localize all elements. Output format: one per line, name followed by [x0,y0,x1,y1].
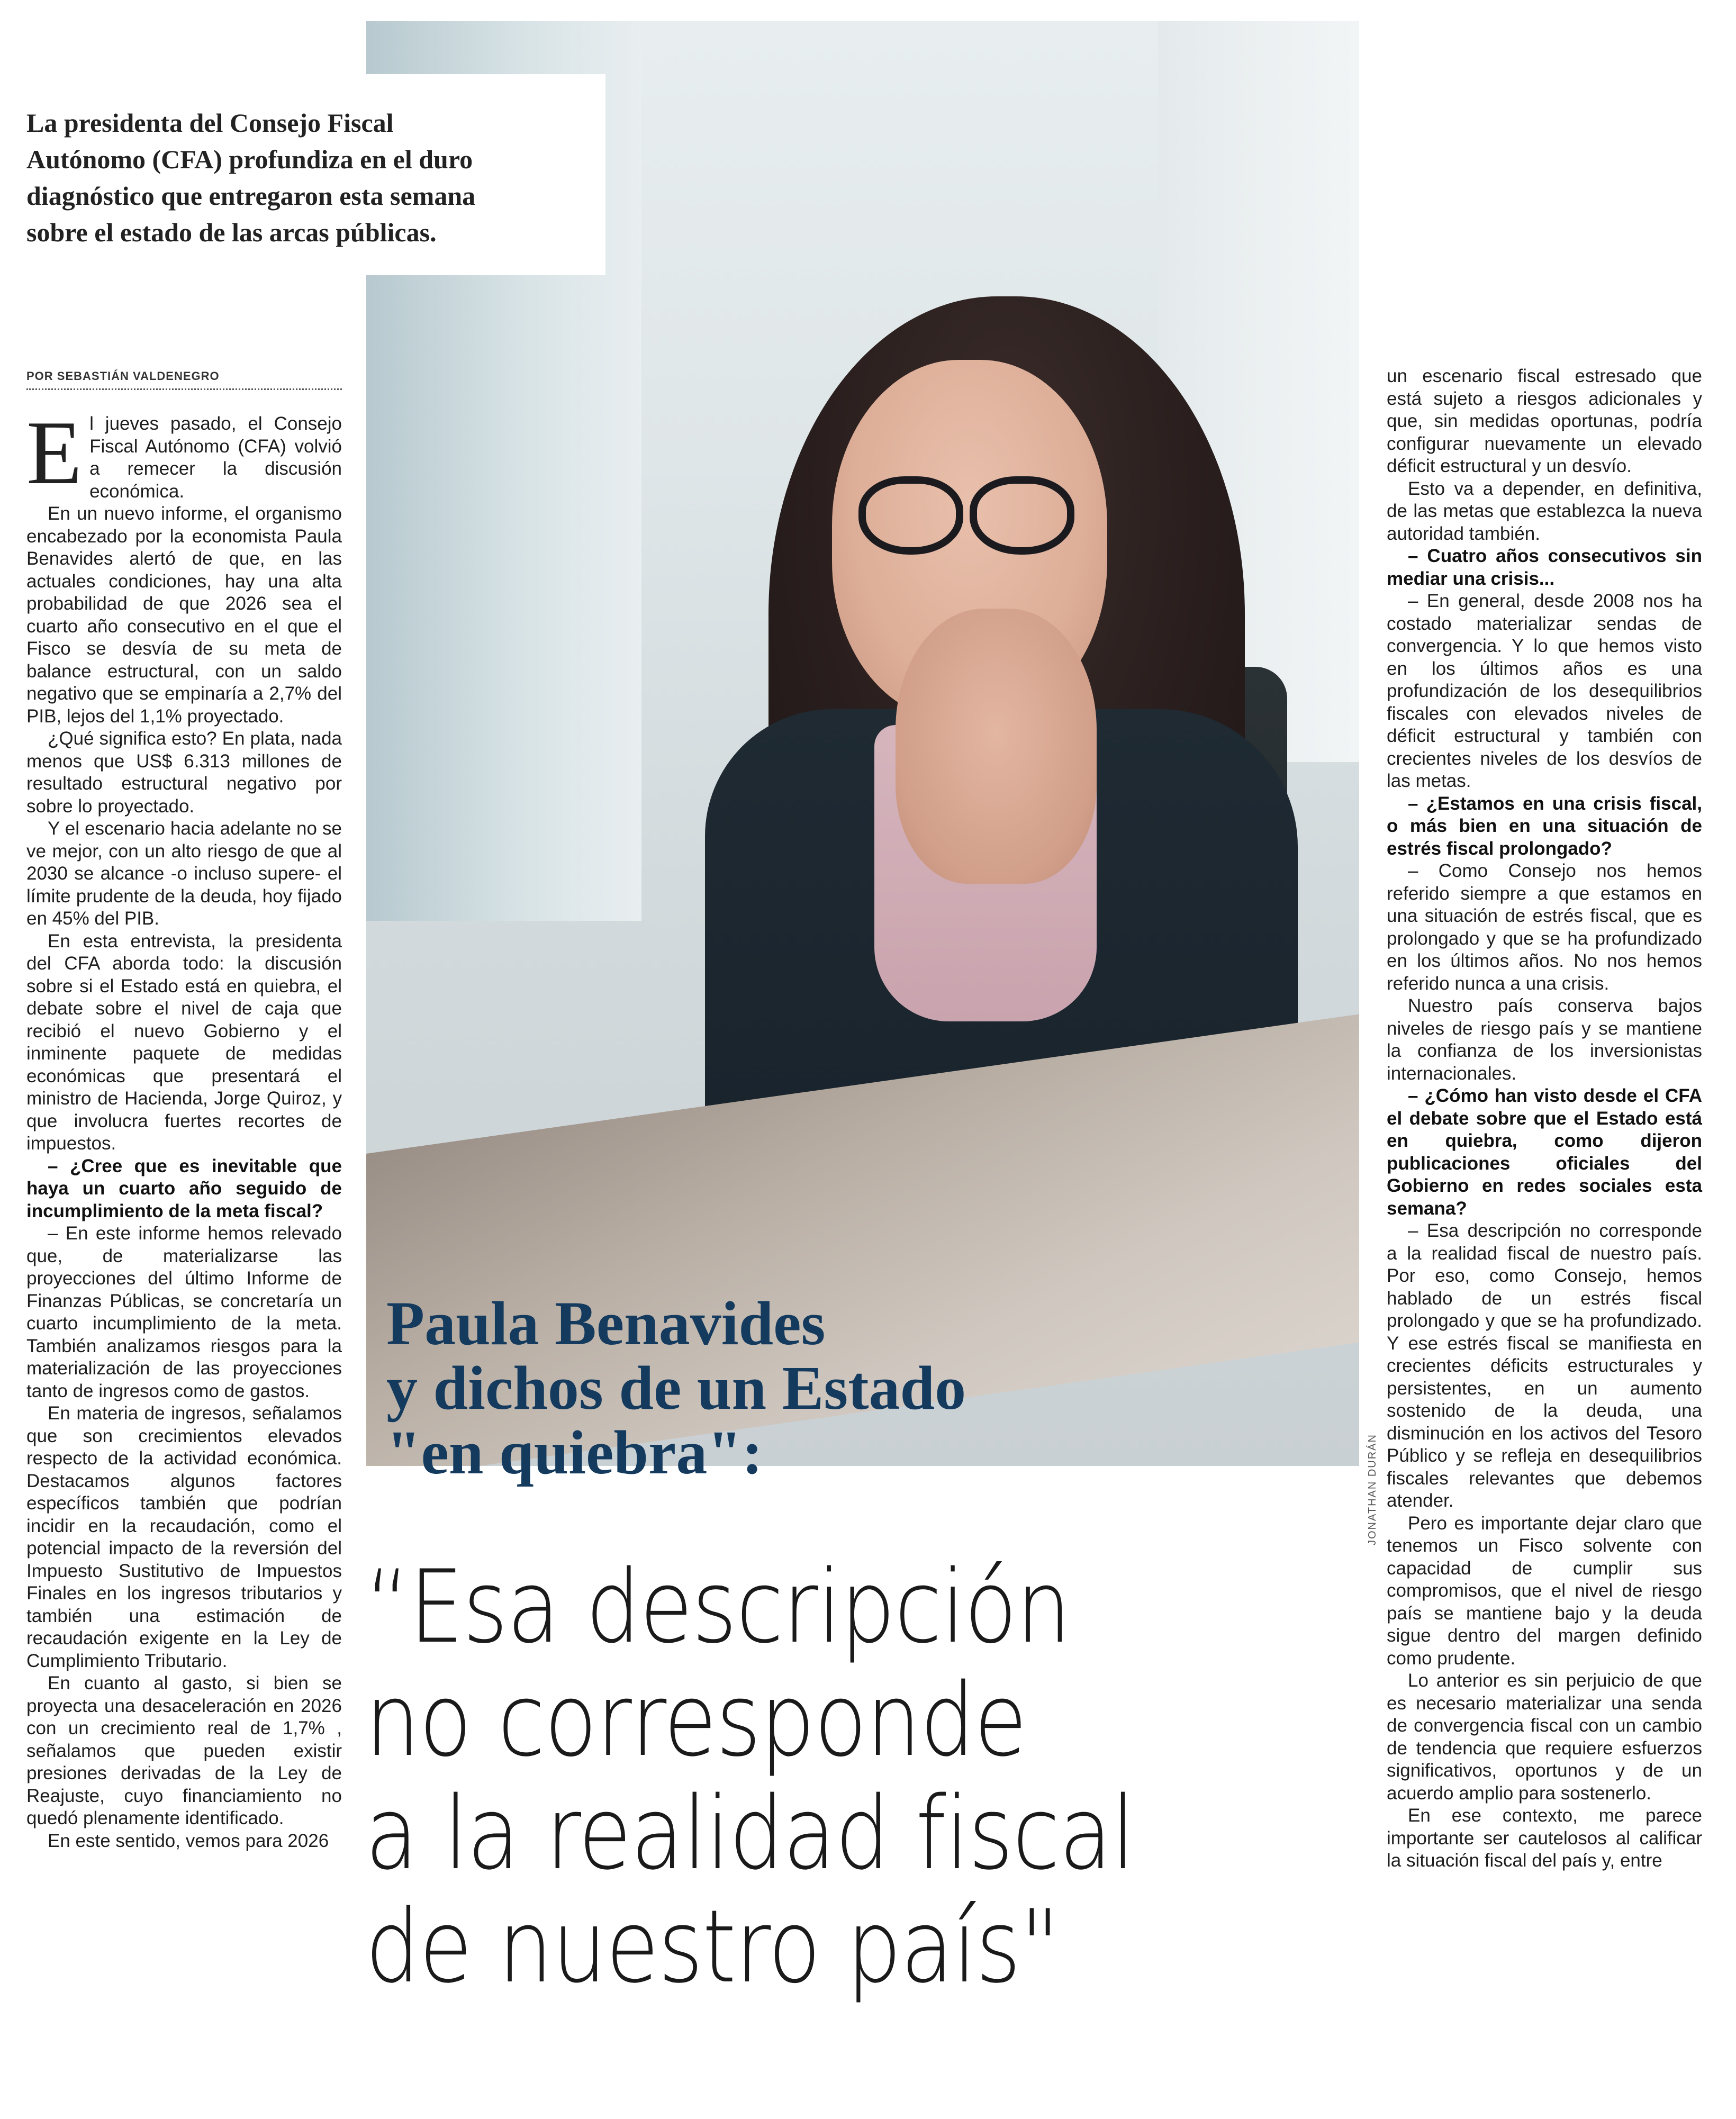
article-paragraph: El jueves pasado, el Consejo Fiscal Autónomo (CFA) volvió a remecer la discusión económica. [26,403,342,503]
article-paragraph: En cuanto al gasto, si bien se proyecta una desaceleración en 2026 con un crecimiento real de 1,7% , señalamos que pueden existir presiones derivadas de la Ley de Reajuste, cuyo financiamiento no quedó plenamente identificado. [26,1673,342,1828]
article-paragraph: – En general, desde 2008 nos ha costado materializar sendas de convergencia. Y lo que hemos visto en los últimos años es una profundización de los desequilibrios fiscales con elevados niveles de déficit estructural y también con crecientes niveles de los desvíos de las metas. [1387,591,1702,791]
photo-hands [896,609,1097,884]
article-paragraph: ¿Qué significa esto? En plata, nada menos que US$ 6.313 millones de resultado estructural negativo por sobre lo proyectado. [26,728,342,817]
quote-line: a la realidad fiscal [365,1775,1135,1892]
article-paragraph: – Como Consejo nos hemos referido siempre a que estamos en una situación de estrés fiscal, que es prolongado y que se ha profundizado en los últimos años. No nos hemos referido nunca a una crisis. [1387,861,1702,994]
quote-line: “Esa descripción [365,1548,1070,1665]
headline [386,1291,1360,1485]
article-paragraph: – En este informe hemos relevado que, de materializarse las proyecciones del último Informe de Finanzas Públicas, se concretaría un cuarto incumplimiento de la meta. También analizamos riesgos para la materialización de las proyecciones tanto de ingresos como de gastos. [26,1223,342,1401]
article-paragraph: En esta entrevista, la presidenta del CFA aborda todo: la discusión sobre si el Estado está en quiebra, el debate sobre el nivel de caja que recibió el nuevo Gobierno y el inminente paquete de medidas económicas que presentará el ministro de Hacienda, Jorge Quiroz, y que involucra fuertes recortes de impuestos. [26,930,342,1154]
article-paragraph: Y el escenario hacia adelante no se ve mejor, con un alto riesgo de que al 2030 se alcance -o incluso supere- el límite prudente de la deuda, hoy fijado en 45% del PIB. [26,818,342,929]
photo-credit: JONATHAN DURÁN [1367,1434,1378,1545]
lead-line: Autónomo (CFA) profundiza en el duro [26,144,473,174]
right-column [1387,365,1702,1872]
lead-line: sobre el estado de las arcas públicas. [26,218,437,247]
dropcap: E [26,403,83,503]
interview-question: – Cuatro años consecutivos sin mediar una crisis... [1387,546,1702,589]
pull-quote [365,1548,1230,2005]
article-paragraph: Esto va a depender, en definitiva, de las metas que establezca la nueva autoridad también. [1387,478,1702,544]
interview-question: – ¿Cómo han visto desde el CFA el debate sobre que el Estado está en quiebra, como dijeron publicaciones oficiales del Gobierno en redes sociales esta semana? [1387,1085,1702,1219]
headline-line: Paula Benavides [386,1289,826,1358]
headline-line: y dichos de un Estado [386,1353,966,1423]
article-paragraph: Nuestro país conserva bajos niveles de riesgo país y se mantiene la confianza de los inversionistas internacionales. [1387,995,1702,1084]
headline-line: "en quiebra": [386,1418,763,1487]
quote-line: no corresponde [365,1662,1027,1779]
interview-question: – ¿Estamos en una crisis fiscal, o más bien en una situación de estrés fiscal prolongado? [1387,793,1702,859]
article-paragraph: Pero es importante dejar claro que tenemos un Fisco solvente con capacidad de cumplir sus compromisos, que el nivel de riesgo país se mantiene bajo y la deuda sigue dentro del margen definido como prudente. [1387,1513,1702,1669]
article-paragraph: En ese contexto, me parece importante ser cautelosos al calificar la situación fiscal del país y, entre [1387,1805,1702,1871]
article-paragraph: En materia de ingresos, señalamos que son crecimientos elevados respecto de la actividad económica. Destacamos algunos factores específicos también que podrían incidir en la recaudación, como el potencial impacto de la reversión del Impuesto Sustitutivo de Impuestos Finales en los ingresos tributarios y también una estimación de recaudación exigente en la Ley de Cumplimiento Tributario. [26,1403,342,1671]
article-paragraph: En este sentido, vemos para 2026 [48,1830,329,1851]
left-column [26,403,342,1852]
article-paragraph: Lo anterior es sin perjuicio de que es necesario materializar una senda de convergencia fiscal con un cambio de tendencia que requiere esfuerzos significativos, oportunos y de un acuerdo amplio para sostenerlo. [1387,1670,1702,1804]
byline: POR SEBASTIÁN VALDENEGRO [26,369,342,390]
lead-line: La presidenta del Consejo Fiscal [26,108,394,138]
article-paragraph: En un nuevo informe, el organismo encabezado por la economista Paula Benavides alertó de que, en las actuales condiciones, hay una alta probabilidad de que 2026 sea el cuarto año consecutivo en el que el Fisco se desvía de su meta de balance estructural, con un saldo negativo que se empinaría a 2,7% del PIB, lejos del 1,1% proyectado. [26,503,342,727]
article-paragraph: un escenario fiscal estresado que está sujeto a riesgos adicionales y que, sin medidas oportunas, podría configurar nuevamente un elevado déficit estructural y un desvío. [1387,366,1702,476]
lead-line: diagnóstico que entregaron esta semana [26,181,476,211]
lead-box [5,74,605,275]
article-paragraph: – Esa descripción no corresponde a la realidad fiscal de nuestro país. Por eso, como Consejo, hemos hablado de un estrés fiscal prolongado y que se ha profundizado. Y ese estrés fiscal se manifiesta en crecientes déficits estructurales y persistentes, en un aumento sostenido de la deuda, una disminución en los activos del Tesoro Público y se refleja en desequilibrios fiscales relevantes que debemos atender. [1387,1220,1702,1511]
quote-line: de nuestro país" [365,1888,1059,2005]
photo-glasses-left [858,476,963,555]
interview-question: – ¿Cree que es inevitable que haya un cuarto año seguido de incumplimiento de la meta fiscal? [26,1155,342,1221]
photo-glasses-right [970,476,1074,555]
